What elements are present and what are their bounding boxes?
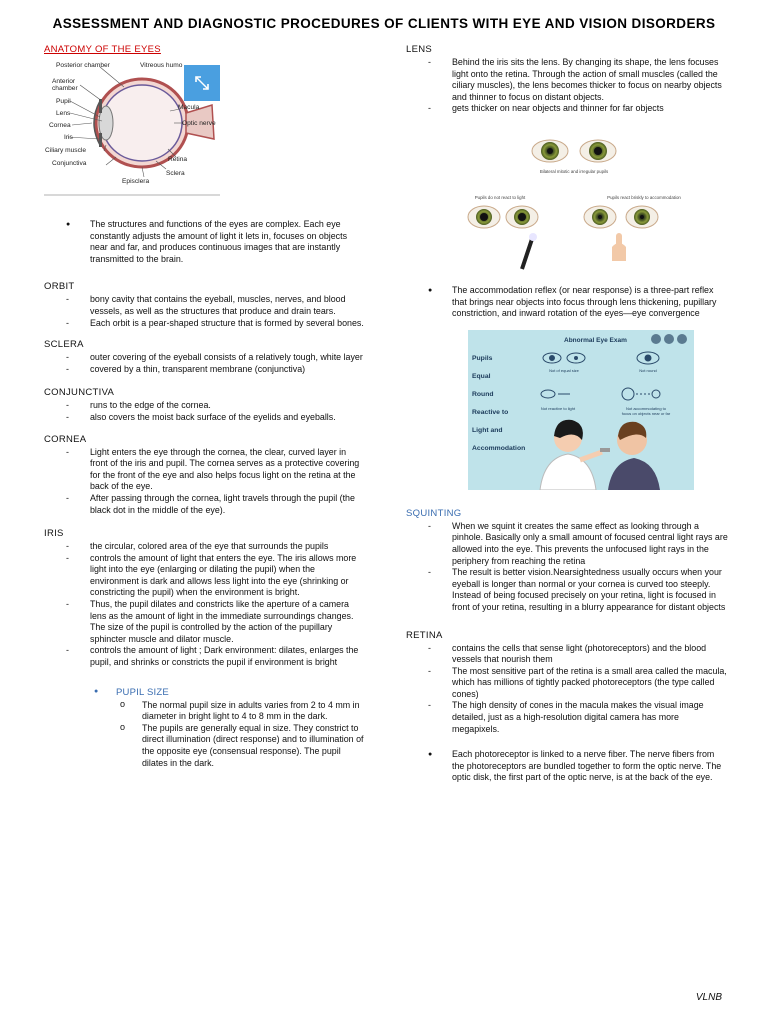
caption-top: Bilateral mitotic and irregular pupils — [539, 168, 609, 174]
label-vitreous: Vitreous humo — [140, 62, 183, 69]
label-not-accommodating: Not accommodating to — [625, 405, 667, 411]
perrla-accommodation: Accommodation — [472, 444, 526, 452]
label-focus-near-far: focus on objects near or far — [621, 410, 671, 416]
abnormal-eye-exam-figure — [468, 330, 694, 490]
exam-title: Abnormal Eye Exam — [564, 336, 627, 344]
anatomy-heading: ANATOMY OF THE EYES — [44, 44, 161, 55]
lens-list — [406, 57, 728, 115]
pupil-size-heading: ● PUPIL SIZE — [116, 687, 364, 698]
list-item: - contains the cells that sense light (photoreceptors) and the blood vessels that nourish them — [452, 643, 728, 666]
list-item: - When we squint it creates the same effect as looking through a pinhole. Basically only a small amount of focused central light rays are allowed into the eye. This prevents the unfocused light rays in the periphery from reaching the retina — [452, 521, 728, 567]
list-item: - also covers the moist back surface of the eyelids and eyeballs. — [90, 412, 364, 424]
list-item: - The most sensitive part of the retina is a small area called the macula, which has millions of tightly packed photoreceptors (the type called cones) — [452, 666, 728, 701]
label-macula: Macula — [178, 104, 200, 111]
list-item: - Behind the iris sits the lens. By changing its shape, the lens focuses light onto the retina. Through the action of small muscles (called the ciliary muscles), the lens becomes thicker to focus on nearby objects and thinner to focus on distant objects. — [452, 57, 728, 103]
pupil-size-list — [44, 700, 364, 770]
label-lens: Lens — [56, 110, 71, 117]
perrla-equal: Equal — [472, 372, 491, 380]
pupil-reaction-figure — [466, 135, 702, 271]
label-anterior: Anterior — [52, 78, 76, 85]
eye-pair-top — [532, 140, 616, 162]
list-item: o The pupils are generally equal in size. They constrict to direct illumination (direct response) and to illumination of the opposite eye (consensual response). The pupil dilates in the dark. — [142, 723, 364, 769]
label-iris: Iris — [64, 134, 73, 141]
label-retina: Retina — [168, 156, 188, 163]
perrla-round: Round — [472, 390, 494, 398]
label-episclera: Episclera — [122, 178, 150, 185]
list-item: - Light enters the eye through the cornea, the clear, curved layer in front of the iris and pupil. The cornea serves as a protective covering for the front of the eye and also helps focus light on the retina at the back of the eye. — [90, 447, 364, 493]
label-sclera: Sclera — [166, 170, 185, 177]
list-item: - runs to the edge of the cornea. — [90, 400, 364, 412]
list-item: - The high density of cones in the macula makes the visual image detailed, just as a high-resolution digital camera has more megapixels. — [452, 700, 728, 735]
label-posterior-chamber: Posterior chamber — [56, 62, 110, 69]
label-chamber: chamber — [52, 85, 78, 92]
squinting-list — [406, 521, 728, 614]
iris-list — [44, 541, 364, 669]
list-item: - Each orbit is a pear-shaped structure that is formed by several bones. — [90, 318, 364, 330]
right-column — [406, 44, 728, 784]
accommodation-list — [406, 285, 728, 320]
retina-bullet-list — [406, 749, 728, 784]
perrla-reactive: Reactive to — [472, 408, 509, 416]
footer-initials: VLNB — [695, 992, 722, 1003]
label-optic: Optic nerve — [182, 120, 216, 127]
conjunctiva-heading: CONJUNCTIVA — [44, 387, 115, 399]
list-item: - bony cavity that contains the eyeball, muscles, nerves, and blood vessels, as well as the structures that produce and drain tears. — [90, 294, 364, 317]
perrla-pupils: Pupils — [472, 354, 493, 362]
retina-heading: RETINA — [406, 629, 443, 641]
label-unequal: Not of equal size — [549, 367, 579, 373]
list-item: - gets thicker on near objects and thinner for far objects — [452, 103, 728, 115]
retina-bullet-text: ● Each photoreceptor is linked to a nerve fiber. The nerve fibers from the photoreceptors are bundled together to form the optic nerve. The optic disk, the first part of the optic nerve, is at the back of the eye. — [452, 749, 728, 784]
list-item: - After passing through the cornea, light travels through the pupil (the black dot in the middle of the eye). — [90, 493, 364, 516]
cornea-heading: CORNEA — [44, 433, 87, 445]
list-item: - outer covering of the eyeball consists of a relatively tough, white layer — [90, 352, 364, 364]
caption-left: Pupils do not react to light — [474, 194, 526, 200]
label-not-round: Not round — [639, 367, 657, 373]
list-item: - the circular, colored area of the eye that surrounds the pupils — [90, 541, 364, 553]
page-title: ASSESSMENT AND DIAGNOSTIC PROCEDURES OF CLIENTS WITH EYE AND VISION DISORDERS — [52, 16, 716, 31]
intro-text: ● The structures and functions of the eyes are complex. Each eye constantly adjusts the amount of light it lets in, focuses on objects near and far, and produces continuous images that are instantly transmitted to the brain. — [90, 219, 364, 265]
squinting-heading: SQUINTING — [406, 507, 462, 519]
conjunctiva-list — [44, 400, 364, 423]
perrla-light: Light and — [472, 426, 503, 434]
sclera-heading: SCLERA — [44, 339, 84, 351]
label-ciliary: Ciliary muscle — [45, 147, 87, 154]
pupil-reaction-illustration — [466, 135, 702, 271]
expand-button[interactable] — [184, 65, 220, 101]
accommodation-text: ● The accommodation reflex (or near response) is a three-part reflex that brings near objects into focus through lens thickening, pupillary constriction, and inward rotation of the eyes—eye convergence — [452, 285, 728, 320]
retina-list — [406, 643, 728, 736]
orbit-list — [44, 294, 364, 329]
label-pupil: Pupil — [56, 98, 71, 105]
sclera-list — [44, 352, 364, 375]
list-item: - covered by a thin, transparent membrane (conjunctiva) — [90, 364, 364, 376]
list-item: - controls the amount of light that enters the eye. The iris allows more light into the eye (enlarging or dilating the pupil) when the environment is dark and allows less light into the eye (shrinking or constricting the pupil) when the environment is bright. — [90, 553, 364, 599]
list-item: - controls the amount of light ; Dark environment: dilates, enlarges the pupil, and shrinks or constricts the pupil if environment is bright — [90, 645, 364, 668]
label-cornea: Cornea — [49, 122, 71, 129]
iris-heading: IRIS — [44, 528, 64, 540]
label-conjunctiva: Conjunctiva — [52, 160, 87, 167]
list-item: - The result is better vision.Nearsightedness usually occurs when your eyeball is longer than normal or your cornea is curved too steeply. Instead of being focused precisely on your retina, light is focused in front of your retina, resulting in a blurry appearance for distant objects — [452, 567, 728, 613]
orbit-heading: ORBIT — [44, 281, 75, 293]
left-column — [44, 44, 364, 769]
expand-icon — [193, 74, 211, 92]
list-item: o The normal pupil size in adults varies from 2 to 4 mm in diameter in bright light to 4 to 8 mm in the dark. — [142, 700, 364, 723]
cornea-list — [44, 447, 364, 517]
caption-right: Pupils react briskly to accommodation — [607, 194, 681, 200]
list-item: - Thus, the pupil dilates and constricts like the aperture of a camera lens as the amount of light in the immediate surroundings changes. The size of the pupil is controlled by the action of the pupillary sphincter muscle and dilator muscle. — [90, 599, 364, 645]
abnormal-eye-exam-graphic — [468, 330, 694, 490]
lens-heading: LENS — [406, 44, 433, 55]
label-not-reactive: Not reactive to light — [540, 405, 576, 411]
intro-list — [44, 219, 364, 265]
eye-anatomy-figure — [44, 61, 220, 197]
